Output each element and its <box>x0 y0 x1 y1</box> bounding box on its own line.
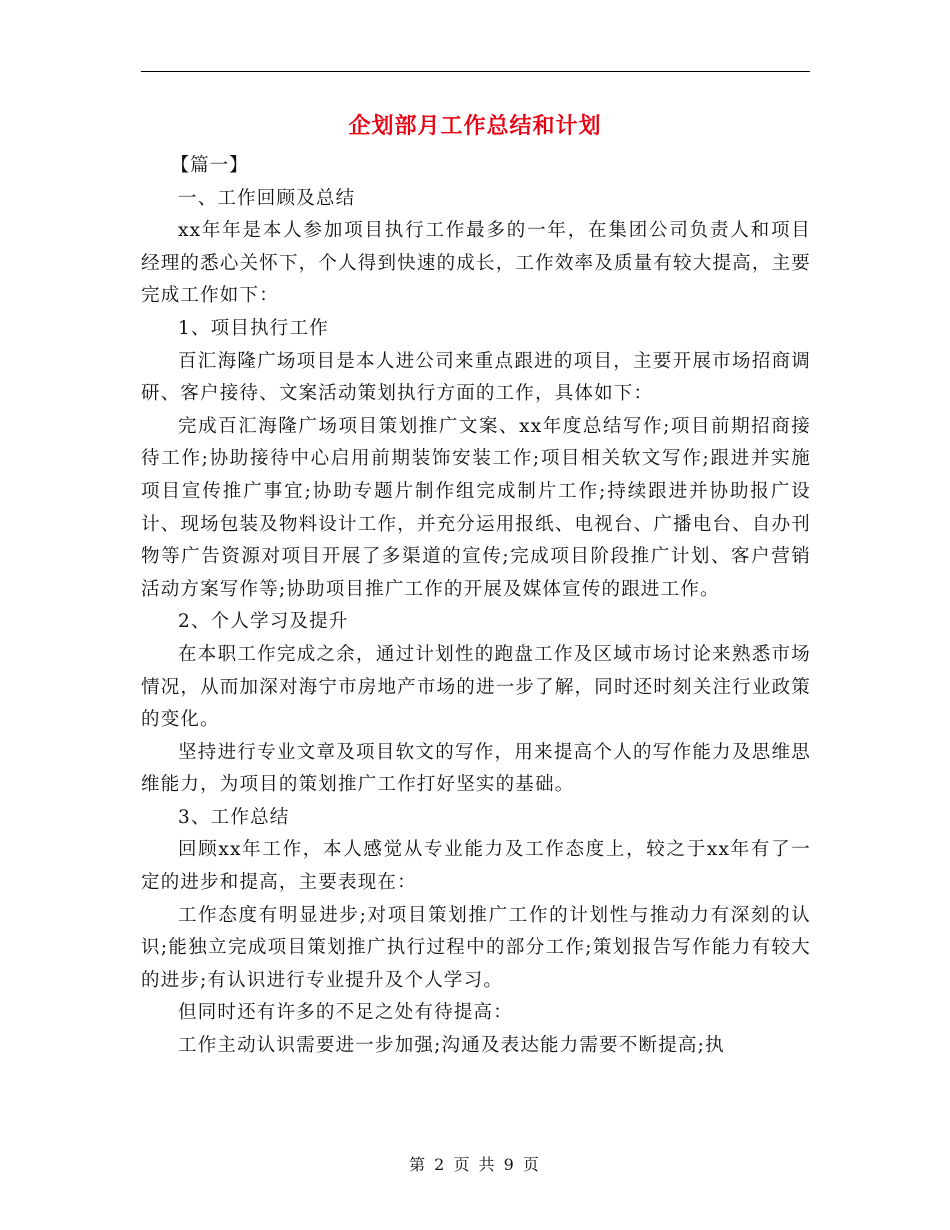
paragraph: 完成百汇海隆广场项目策划推广文案、xx年度总结写作;项目前期招商接待工作;协助接待中心启用前期装饰安装工作;项目相关软文写作;跟进并实施项目宣传推广事宜;协助专题片制作组完成制片工作;持续跟进并协助报广设计、现场包装及物料设计工作，并充分运用报纸、电视台、广播电台、自办刊物等广告资源对项目开展了多渠道的宣传;完成项目阶段推广计划、客户营销活动方案写作等;协助项目推广工作的开展及媒体宣传的跟进工作。 <box>141 415 811 600</box>
subsection-heading: 1、项目执行工作 <box>178 317 329 339</box>
header-rule <box>141 71 810 72</box>
paragraph: 但同时还有许多的不足之处有待提高： <box>178 1002 513 1024</box>
paragraph: xx年年是本人参加项目执行工作最多的一年，在集团公司负责人和项目经理的悉心关怀下，个人得到快速的成长，工作效率及质量有较大提高，主要完成工作如下： <box>141 220 811 307</box>
section-heading: 一、工作回顾及总结 <box>178 187 356 209</box>
paragraph: 回顾xx年工作，本人感觉从专业能力及工作态度上，较之于xx年有了一定的进步和提高，主要表现在： <box>141 839 811 894</box>
paragraph: 工作态度有明显进步;对项目策划推广工作的计划性与推动力有深刻的认识;能独立完成项目策划推广执行过程中的部分工作;策划报告写作能力有较大的进步;有认识进行专业提升及个人学习。 <box>141 904 811 991</box>
paragraph: 坚持进行专业文章及项目软文的写作，用来提高个人的写作能力及思维思维能力，为项目的策划推广工作打好坚实的基础。 <box>141 741 811 796</box>
paragraph: 在本职工作完成之余，通过计划性的跑盘工作及区域市场讨论来熟悉市场情况，从而加深对海宁市房地产市场的进一步了解，同时还时刻关注行业政策的变化。 <box>141 643 811 731</box>
subsection-heading: 3、工作总结 <box>178 806 290 828</box>
paragraph: 工作主动认识需要进一步加强;沟通及表达能力需要不断提高;执 <box>178 1035 725 1057</box>
subsection-heading: 2、个人学习及提升 <box>178 611 349 633</box>
document-title: 企划部月工作总结和计划 <box>348 113 602 139</box>
section-mark: 【篇一】 <box>170 155 249 176</box>
paragraph: 百汇海隆广场项目是本人进公司来重点跟进的项目，主要开展市场招商调研、客户接待、文案活动策划执行方面的工作，具体如下： <box>141 350 811 405</box>
page-number-footer: 第 2 页 共 9 页 <box>409 1155 541 1174</box>
document-body <box>141 150 811 1063</box>
